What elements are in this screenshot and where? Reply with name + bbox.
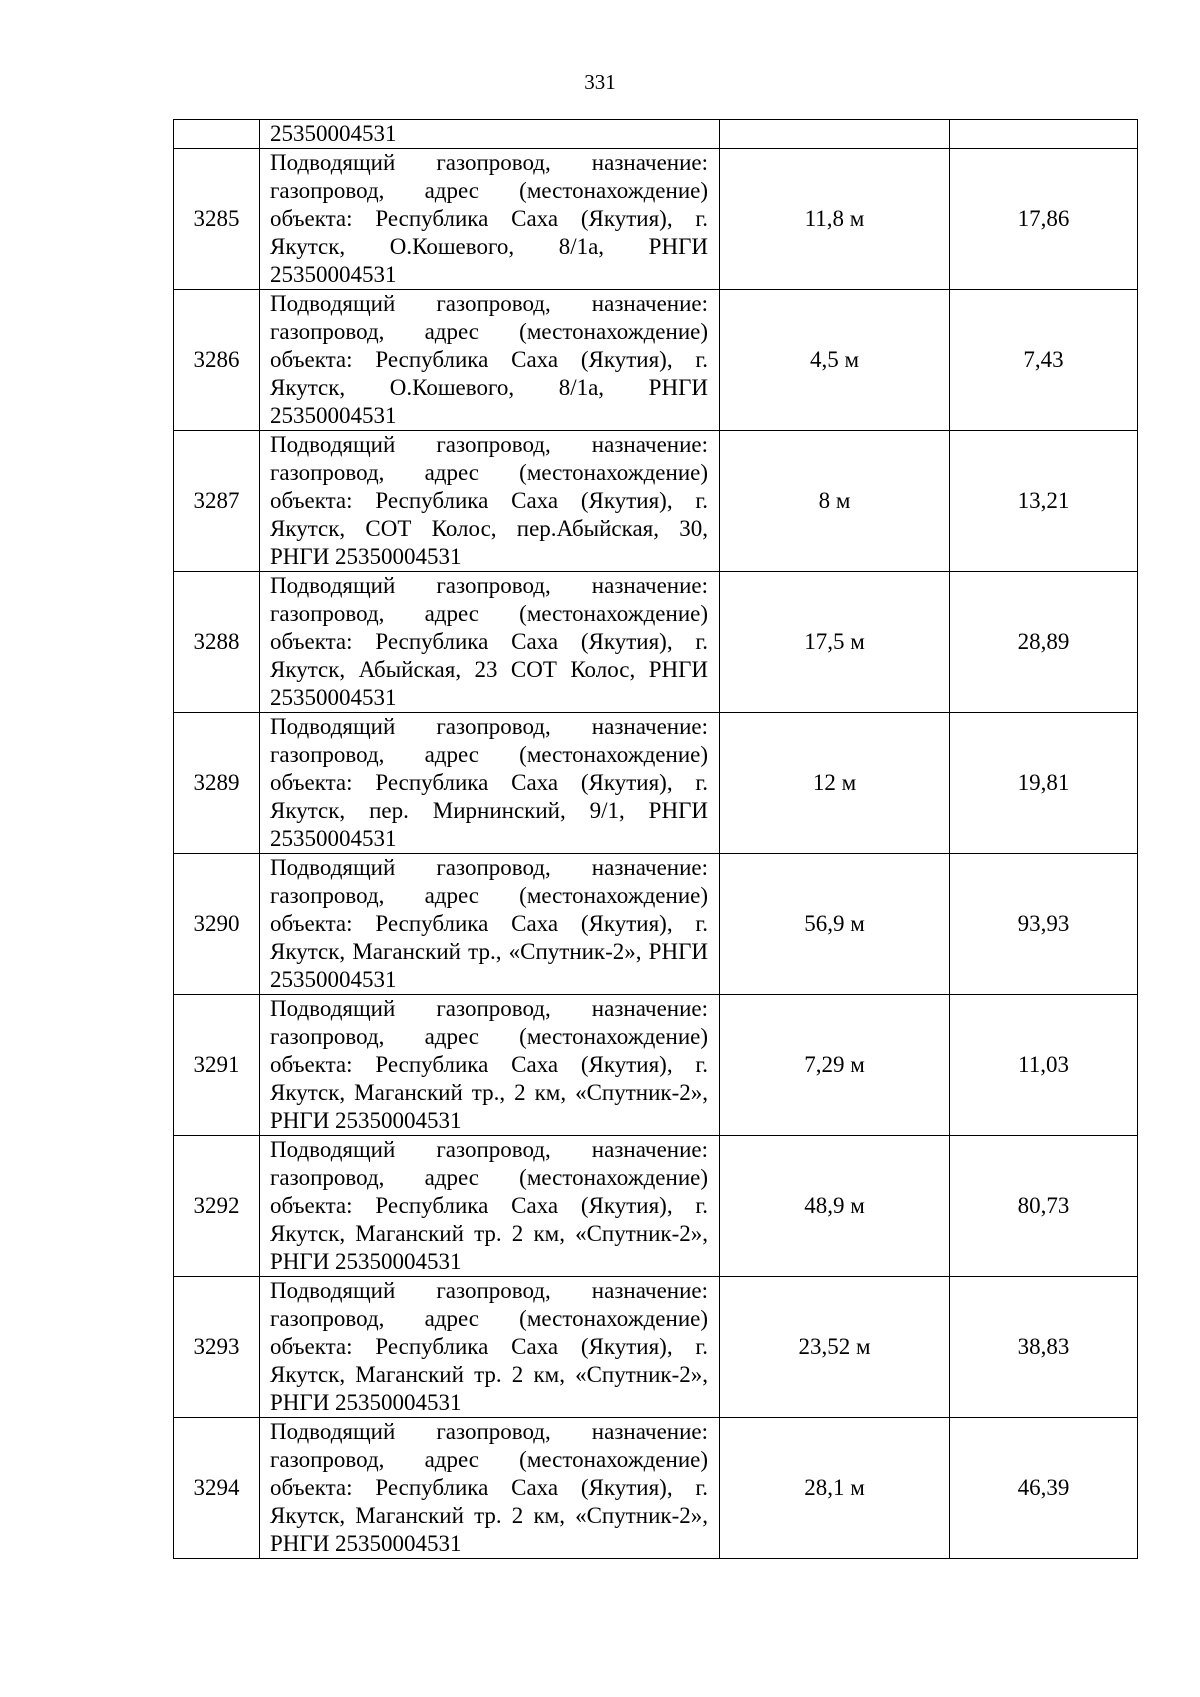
- table-row: [174, 290, 1138, 431]
- length-cell: 7,29 м: [720, 995, 950, 1136]
- object-description-cell: Подводящий газопровод, назначение: газопровод, адрес (местонахождение) объекта: Республика Саха (Якутия), г. Якутск, пер. Мирнинский, 9/1, РНГИ 25350004531: [260, 713, 720, 854]
- table-row: [174, 854, 1138, 995]
- length-cell: 56,9 м: [720, 854, 950, 995]
- value-cell: 38,83: [950, 1277, 1138, 1418]
- length-cell: 23,52 м: [720, 1277, 950, 1418]
- table-row: [174, 572, 1138, 713]
- object-description-cell: Подводящий газопровод, назначение: газопровод, адрес (местонахождение) объекта: Республика Саха (Якутия), г. Якутск, Маганский тр. 2 км, «Спутник-2», РНГИ 25350004531: [260, 1277, 720, 1418]
- value-cell: 7,43: [950, 290, 1138, 431]
- length-cell: 12 м: [720, 713, 950, 854]
- table-row: [174, 149, 1138, 290]
- row-number-cell: 3290: [174, 854, 260, 995]
- length-cell: 48,9 м: [720, 1136, 950, 1277]
- row-number-cell: 3287: [174, 431, 260, 572]
- object-description-cell: 25350004531: [260, 120, 720, 149]
- row-number-cell: 3288: [174, 572, 260, 713]
- registry-table: [173, 119, 1138, 1559]
- table-row: [174, 995, 1138, 1136]
- length-cell: 17,5 м: [720, 572, 950, 713]
- value-cell: 13,21: [950, 431, 1138, 572]
- object-description-cell: Подводящий газопровод, назначение: газопровод, адрес (местонахождение) объекта: Республика Саха (Якутия), г. Якутск, О.Кошевого, 8/1а, РНГИ 25350004531: [260, 149, 720, 290]
- value-cell: 11,03: [950, 995, 1138, 1136]
- length-cell: [720, 120, 950, 149]
- value-cell: 19,81: [950, 713, 1138, 854]
- row-number-cell: 3289: [174, 713, 260, 854]
- row-number-cell: 3294: [174, 1418, 260, 1559]
- value-cell: [950, 120, 1138, 149]
- object-description-cell: Подводящий газопровод, назначение: газопровод, адрес (местонахождение) объекта: Республика Саха (Якутия), г. Якутск, Маганский тр., «Спутник-2», РНГИ 25350004531: [260, 854, 720, 995]
- table-row: [174, 1277, 1138, 1418]
- object-description-cell: Подводящий газопровод, назначение: газопровод, адрес (местонахождение) объекта: Республика Саха (Якутия), г. Якутск, Абыйская, 23 СОТ Колос, РНГИ 25350004531: [260, 572, 720, 713]
- table-row: [174, 431, 1138, 572]
- length-cell: 8 м: [720, 431, 950, 572]
- table-row-continuation: [174, 120, 1138, 149]
- object-description-cell: Подводящий газопровод, назначение: газопровод, адрес (местонахождение) объекта: Республика Саха (Якутия), г. Якутск, О.Кошевого, 8/1а, РНГИ 25350004531: [260, 290, 720, 431]
- row-number-cell: 3291: [174, 995, 260, 1136]
- object-description-cell: Подводящий газопровод, назначение: газопровод, адрес (местонахождение) объекта: Республика Саха (Якутия), г. Якутск, Маганский тр., 2 км, «Спутник-2», РНГИ 25350004531: [260, 995, 720, 1136]
- length-cell: 11,8 м: [720, 149, 950, 290]
- value-cell: 80,73: [950, 1136, 1138, 1277]
- length-cell: 28,1 м: [720, 1418, 950, 1559]
- value-cell: 17,86: [950, 149, 1138, 290]
- value-cell: 46,39: [950, 1418, 1138, 1559]
- object-description-cell: Подводящий газопровод, назначение: газопровод, адрес (местонахождение) объекта: Республика Саха (Якутия), г. Якутск, СОТ Колос, пер.Абыйская, 30, РНГИ 25350004531: [260, 431, 720, 572]
- object-description-cell: Подводящий газопровод, назначение: газопровод, адрес (местонахождение) объекта: Республика Саха (Якутия), г. Якутск, Маганский тр. 2 км, «Спутник-2», РНГИ 25350004531: [260, 1418, 720, 1559]
- table-row: [174, 1136, 1138, 1277]
- table-row: [174, 713, 1138, 854]
- page-number: 331: [584, 70, 616, 94]
- table-row: [174, 1418, 1138, 1559]
- row-number-cell: 3293: [174, 1277, 260, 1418]
- row-number-cell: 3285: [174, 149, 260, 290]
- object-description-cell: Подводящий газопровод, назначение: газопровод, адрес (местонахождение) объекта: Республика Саха (Якутия), г. Якутск, Маганский тр. 2 км, «Спутник-2», РНГИ 25350004531: [260, 1136, 720, 1277]
- row-number-cell: 3286: [174, 290, 260, 431]
- value-cell: 93,93: [950, 854, 1138, 995]
- length-cell: 4,5 м: [720, 290, 950, 431]
- registry-table-body: [174, 120, 1138, 1559]
- row-number-cell: 3292: [174, 1136, 260, 1277]
- value-cell: 28,89: [950, 572, 1138, 713]
- row-number-cell: [174, 120, 260, 149]
